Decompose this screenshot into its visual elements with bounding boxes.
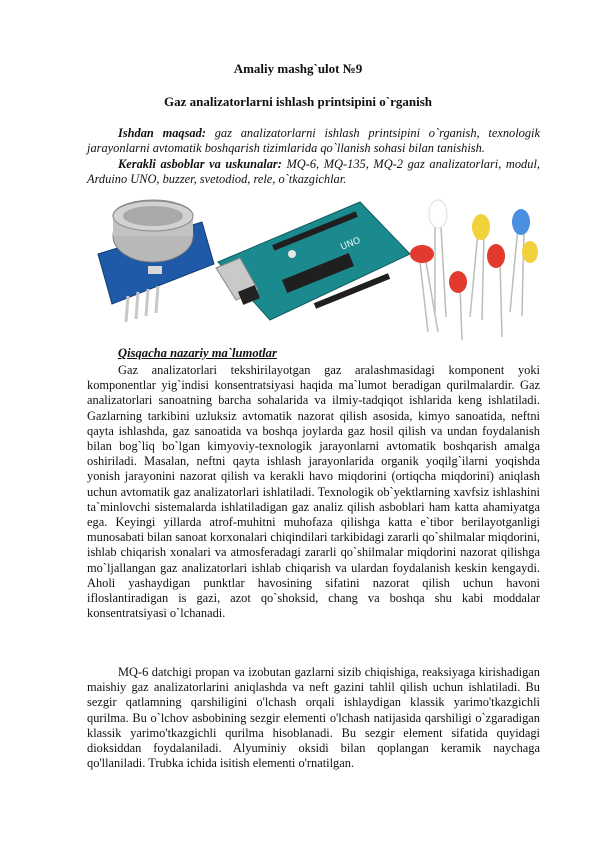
goal-text: gaz analizatorlarni ishlash printsipini o`rganish, texnologik jarayonlarni avtomatik boshqarish tizimlarida qo`llanish sohasi bilan tanishish. bbox=[87, 126, 540, 156]
page-title: Amaliy mashg`ulot №9 bbox=[233, 61, 363, 76]
led-set-image bbox=[410, 200, 538, 340]
goal-label: Ishdan maqsad: bbox=[118, 126, 206, 140]
tools-label: Kerakli asboblar va uskunalar: bbox=[118, 157, 282, 171]
page-subtitle: Gaz analizatorlarni ishlash printsipini o`rganish bbox=[164, 94, 432, 109]
body-paragraph-2-text: MQ-6 datchigi propan va izobutan gazlarni sizib chiqishiga, reaksiyaga kirishadigan maishiy gaz analizatorlarini aniqlashda va neft gazini tahlil qilish uchun ishlatiladi. Bu sezgir qatlamning qarshiligini o'lchash orqali ishlaydigan klassik yarimo'tkazgichli qurilma. Bu o`lchov asbobining sezgir elementi o'lchash natijasida qarshiligi o`zgaradigan klassik yarimo'tkazgichli qurilma hisoblanadi. Bu sezgir element sifatida quyidagi dioksiddan foydalaniladi. Alyuminiy oksidi bilan qoplangan keramik naychaga qo'llaniladi. Trubka ichida isitish elementi o'rnatilgan. bbox=[87, 665, 540, 771]
section-heading: Qisqacha nazariy ma`lumotlar bbox=[118, 346, 277, 360]
body-paragraph-1-text: Gaz analizatorlari tekshirilayotgan gaz aralashmasidagi komponent yoki komponentlar yig`indisi konsentratsiyasi haqida ma`lumot beradigan qurilmalardir. Gaz analizatorlari sanoatning barcha sohalarida va ilmiy-tadqiqot ishlarida keng ishlatiladi. Gazlarning tarkibini uzluksiz avtomatik nazorat qilish asosida, kimyo sanoatida, neftni qayta ishlashda, gaz sanoatida va boshqa joylarda gaz hosil qilish va undan foydalanish bilan bog`liq bo`lgan kimyoviy-texnologik jarayonlarni avtomatik boshqarish amalga oshiriladi. Masalan, neftni qayta ishlash jarayonlarida organik yoqilg`ilarni yoqishda yonish jarayonini nazorat qilish va kerakli havo miqdorini (ortiqcha miqdorini) aniqlash uchun avtomatik gaz analizatorlari ishlatiladi. Texnologik ob`yektlarning xavfsiz ishlashini ta`minlovchi sistemalarda ishlatiladigan gaz analiz qilish asboblari ham katta ahamiyatga ega. Keyingi yillarda atrof-muhitni muhofaza qilishga katta e`tibor berilayotganligi munosabati bilan sanoat korxonalari chiqindilari tarkibidagi zararli qo`shilmalar miqdorini, ishlab chiqarish xonalari va atmosferadagi zararli qo`shilmalar miqdorini nazorat qilishga mo`ljallangan gaz analizatorlari ishlab chiqarish va ulardan foydalanish keskin kengaydi. Aholi yashaydigan punktlar havosining sifatini nazorat qilish uchun havoni ifloslantiradigan is gazi, azot qo`shoksid, chang va boshqa shu kabi moddalar konsentratsiyasi o`lchanadi. bbox=[87, 363, 540, 621]
goal-paragraph bbox=[87, 126, 540, 156]
tools-text: MQ-6, MQ-135, MQ-2 gaz analizatorlari, modul, Arduino UNO, buzzer, svetodiod, rele, o`tkazgichlar. bbox=[87, 157, 540, 187]
gas-sensor-module-image bbox=[98, 200, 214, 322]
svg-text:UNO: UNO bbox=[339, 235, 363, 253]
tools-paragraph bbox=[87, 157, 540, 187]
body-paragraph-2 bbox=[87, 665, 540, 771]
equipment-illustration bbox=[90, 192, 540, 342]
body-paragraph-1 bbox=[87, 363, 540, 621]
arduino-uno-image bbox=[216, 202, 410, 320]
